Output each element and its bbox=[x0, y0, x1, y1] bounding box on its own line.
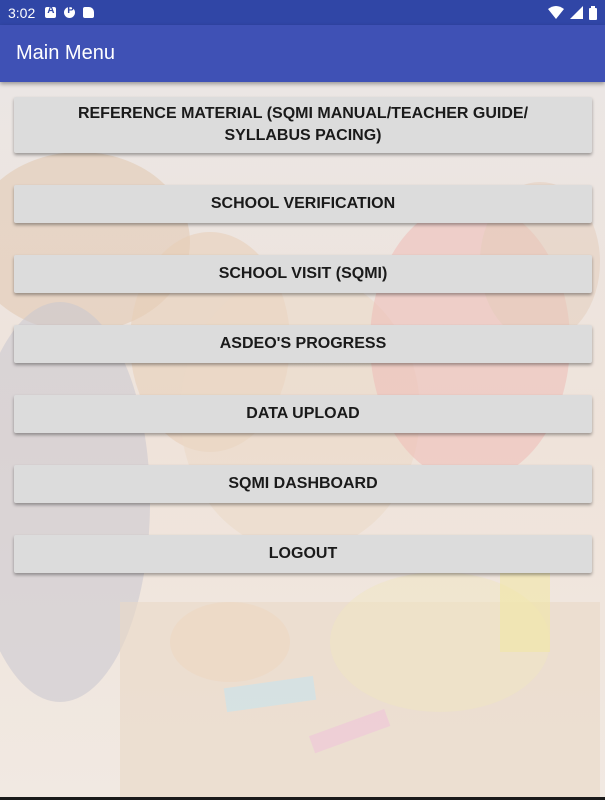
app-bar bbox=[0, 25, 605, 82]
sqmi-dashboard-button[interactable]: SQMI DASHBOARD bbox=[14, 465, 592, 503]
reference-material-button[interactable]: REFERENCE MATERIAL (SQMI MANUAL/TEACHER GUIDE/ SYLLABUS PACING) bbox=[14, 97, 592, 153]
signal-icon bbox=[570, 6, 583, 19]
battery-icon bbox=[589, 6, 597, 20]
sd-card-icon bbox=[83, 7, 94, 18]
p-notification-icon bbox=[64, 7, 75, 18]
status-right-icons bbox=[548, 6, 597, 20]
a-notification-icon bbox=[45, 7, 56, 18]
data-upload-button[interactable]: DATA UPLOAD bbox=[14, 395, 592, 433]
school-visit-button[interactable]: SCHOOL VISIT (SQMI) bbox=[14, 255, 592, 293]
wifi-icon bbox=[548, 6, 564, 19]
school-verification-button[interactable]: SCHOOL VERIFICATION bbox=[14, 185, 592, 223]
main-content bbox=[0, 82, 605, 800]
logout-button[interactable]: LOGOUT bbox=[14, 535, 592, 573]
asdeo-progress-button[interactable]: ASDEO'S PROGRESS bbox=[14, 325, 592, 363]
page-title: Main Menu bbox=[16, 42, 115, 64]
status-bar bbox=[0, 0, 605, 25]
status-time: 3:02 bbox=[8, 4, 36, 21]
